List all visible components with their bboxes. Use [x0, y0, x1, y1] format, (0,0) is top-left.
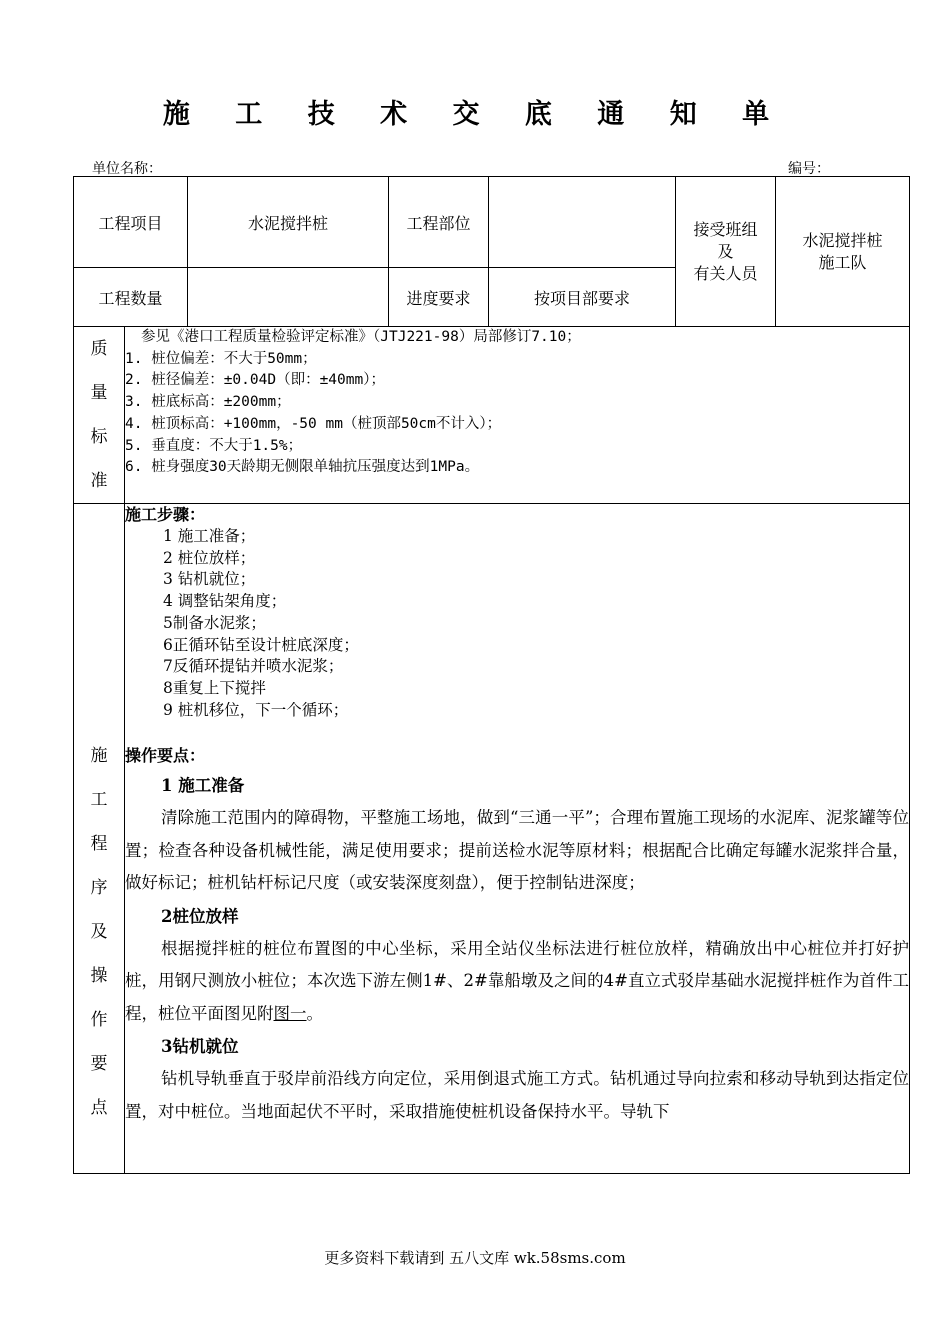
section-text: 钻机导轨垂直于驳岸前沿线方向定位，采用倒退式施工方式。钻机通过导向拉索和移动导轨到达指定位置，对中桩位。当地面起伏不平时，采取措施使桩机设备保持水平。导轨下 — [125, 1069, 910, 1121]
procedure-side-label — [74, 504, 125, 1174]
section-title: 3钻机就位 — [161, 1037, 239, 1057]
step-item: 5制备水泥浆； — [163, 613, 266, 632]
step-item: 8重复上下搅拌 — [163, 678, 266, 697]
disclosure-table — [73, 176, 910, 1174]
section-text-body: 根据搅拌桩的桩位布置图的中心坐标，采用全站仪坐标法进行桩位放样，精确放出中心桩位并打好护桩，用钢尺测放小桩位；本次选下游左侧1#、2#靠船墩及之间的4#直立式驳岸基础水泥搅拌桩作为首件工程，桩位平面图见附 — [125, 938, 910, 1023]
location-label: 工程部位 — [389, 177, 489, 268]
side-char: 施 — [90, 746, 108, 766]
step-item: 4 调整钻架角度； — [163, 592, 287, 611]
project-value: 水泥搅拌桩 — [188, 177, 389, 268]
section-title: 2桩位放样 — [161, 906, 239, 926]
side-char: 准 — [90, 471, 108, 491]
quality-item: 3. 桩底标高：±200mm； — [125, 394, 291, 411]
side-char: 序 — [90, 878, 108, 898]
step-item: 6正循环钻至设计桩底深度； — [163, 635, 359, 654]
location-value — [489, 177, 676, 268]
receiver-label-line: 有关人员 — [693, 263, 758, 283]
side-char: 程 — [90, 834, 108, 854]
section-text: 清除施工范围内的障碍物，平整施工场地，做到“三通一平”；合理布置施工现场的水泥库、泥浆罐等位置；检查各种设备机械性能，满足使用要求；提前送检水泥等原材料；根据配合比确定每罐水泥浆拌合量，做好标记；桩机钻杆标记尺度（或安装深度刻盘），便于控制钻进深度； — [125, 808, 910, 893]
side-char: 工 — [90, 790, 108, 810]
receiver-label-line: 接受班组 — [693, 219, 758, 239]
figure-one-link[interactable]: 图一 — [273, 1003, 307, 1023]
step-item: 2 桩位放样； — [163, 548, 256, 567]
step-item: 9 桩机移位，下一个循环； — [163, 700, 349, 719]
step-item: 3 钻机就位； — [163, 570, 256, 589]
quantity-value — [188, 268, 389, 327]
side-char: 点 — [90, 1098, 108, 1118]
quantity-label: 工程数量 — [74, 268, 188, 327]
points-title: 操作要点： — [125, 746, 206, 766]
procedure-content — [125, 504, 910, 1174]
side-char: 标 — [90, 427, 108, 447]
unit-name-label: 单位名称： — [92, 161, 162, 177]
document-title: 施 工 技 术 交 底 通 知 单 — [162, 99, 788, 130]
quality-side-label — [74, 327, 125, 504]
receiver-label-line: 及 — [717, 241, 734, 261]
steps-title: 施工步骤： — [125, 505, 206, 524]
schedule-value: 按项目部要求 — [489, 268, 676, 327]
quality-standards — [125, 327, 910, 504]
quality-item: 2. 桩径偏差：±0.04D（即：±40mm）； — [125, 372, 385, 389]
side-char: 操 — [90, 966, 108, 986]
footer-text: 更多资料下载请到 五八文库 wk.58sms.com — [324, 1249, 626, 1267]
quality-item: 1. 桩位偏差：不大于50mm； — [125, 350, 317, 367]
project-label: 工程项目 — [74, 177, 188, 268]
receiver-value-line: 施工队 — [818, 252, 867, 272]
quality-item: 6. 桩身强度30天龄期无侧限单轴抗压强度达到1MPa。 — [125, 459, 480, 476]
side-char: 要 — [90, 1054, 108, 1074]
quality-item: 5. 垂直度：不大于1.5%； — [125, 437, 303, 454]
side-char: 作 — [90, 1010, 108, 1030]
side-char: 及 — [90, 922, 108, 942]
schedule-label: 进度要求 — [389, 268, 489, 327]
quality-item: 4. 桩顶标高：+100mm，-50 mm（桩顶部50cm不计入）； — [125, 415, 502, 432]
serial-number-label: 编号： — [788, 161, 830, 177]
section-title: 1 施工准备 — [161, 776, 245, 796]
side-char: 量 — [90, 383, 108, 403]
step-item: 1 施工准备； — [163, 527, 256, 545]
receiver-label — [676, 177, 776, 327]
section-text-end: 。 — [306, 1003, 323, 1023]
receiver-value-line: 水泥搅拌桩 — [802, 230, 883, 250]
side-char: 质 — [90, 339, 108, 359]
step-item: 7反循环提钻并喷水泥浆； — [163, 657, 344, 676]
receiver-value — [776, 177, 910, 327]
section-text — [125, 933, 909, 1031]
quality-reference: 参见《港口工程质量检验评定标准》（JTJ221-98）局部修订7.10； — [141, 329, 581, 345]
